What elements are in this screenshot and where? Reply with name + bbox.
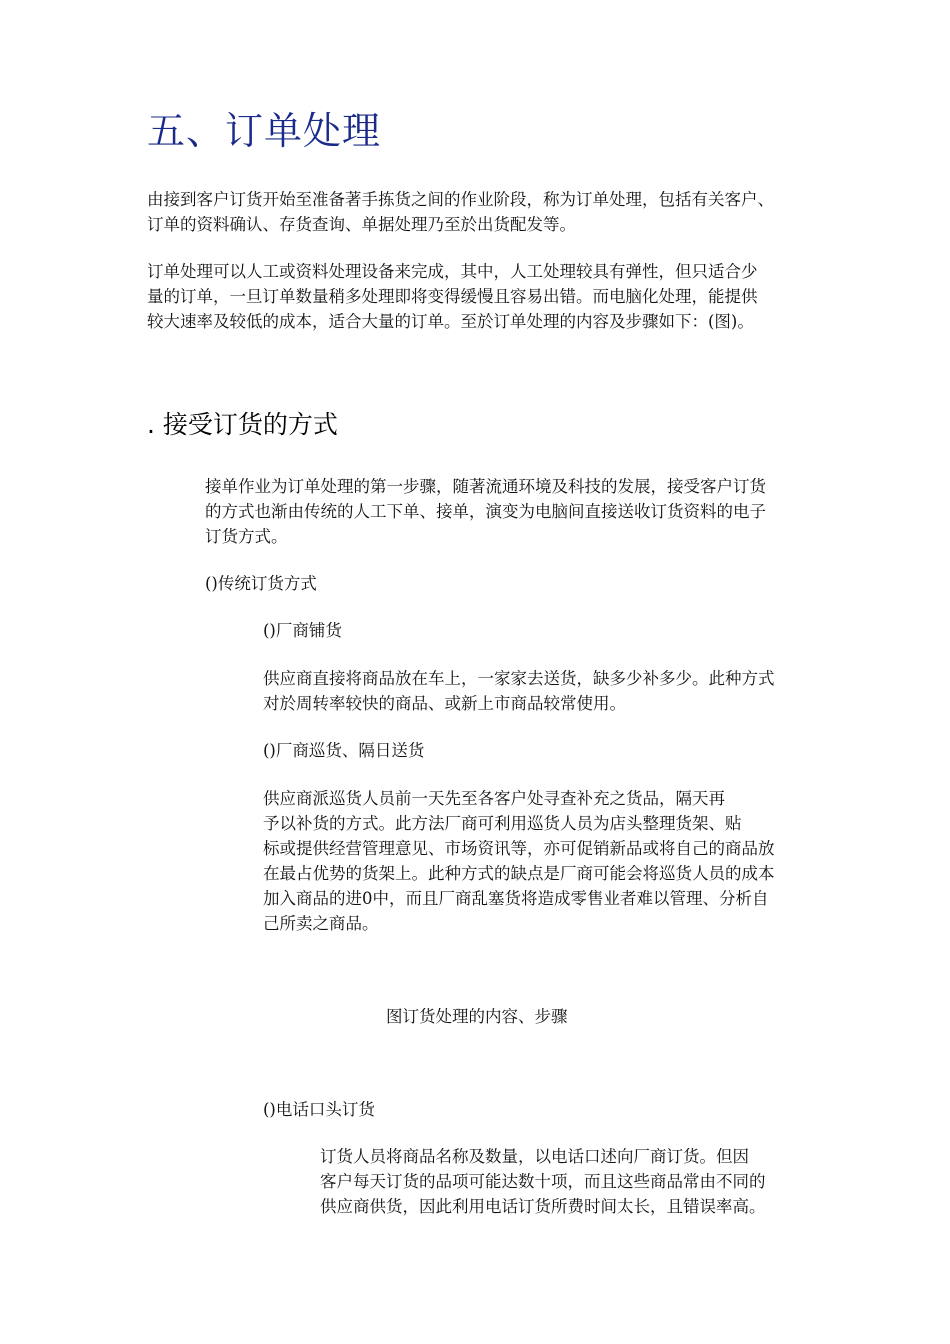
section-title: . 接受订货的方式 [147, 410, 338, 439]
text-line: 予以补货的方式。此方法厂商可利用巡货人员为店头整理货架、贴 [263, 814, 742, 833]
text-line: 在最占优势的货架上。此种方式的缺点是厂商可能会将巡货人员的成本 [263, 864, 775, 883]
item-heading-vendor-patrol: ()厂商巡货、隔日送货 [263, 741, 425, 760]
intro-paragraph-1 [147, 187, 774, 237]
text-line: 供应商派巡货人员前一天先至各客户处寻查补充之货品，隔天再 [263, 789, 725, 808]
text-line: 订单处理可以人工或资料处理设备来完成，其中，人工处理较具有弹性，但只适合少 [147, 262, 758, 281]
text-line: 对於周转率较快的商品、或新上市商品较常使用。 [263, 694, 626, 713]
text-line: 的方式也渐由传统的人工下单、接单，演变为电脑间直接送收订货资料的电子 [205, 502, 766, 521]
text-line: 供应商直接将商品放在车上，一家家去送货，缺多少补多少。此种方式 [263, 669, 775, 688]
item-paragraph-vendor-stocking [263, 666, 775, 716]
intro-paragraph-2 [147, 259, 758, 334]
item-paragraph-phone-order [320, 1144, 766, 1219]
text-line: 标或提供经营管理意见、市场资讯等，亦可促销新品或将自己的商品放 [263, 839, 775, 858]
text-line: 量的订单，一旦订单数量稍多处理即将变得缓慢且容易出错。而电脑化处理，能提供 [147, 287, 758, 306]
item-heading-phone-order: ()电话口头订货 [263, 1100, 375, 1119]
text-line: 加入商品的进0中，而且厂商乱塞货将造成零售业者难以管理、分析自 [263, 889, 769, 908]
text-line: 客户每天订货的品项可能达数十项，而且这些商品常由不同的 [320, 1172, 766, 1191]
text-line: 订货方式。 [205, 527, 288, 546]
text-line: 较大速率及较低的成本，适合大量的订单。至於订单处理的内容及步骤如下：(图)。 [147, 312, 754, 331]
text-line: 订单的资料确认、存货查询、单据处理乃至於出货配发等。 [147, 215, 576, 234]
item-heading-vendor-stocking: ()厂商铺货 [263, 621, 342, 640]
subsection-heading-traditional: ()传统订货方式 [205, 574, 317, 593]
text-line: 订货人员将商品名称及数量，以电话口述向厂商订货。但因 [320, 1147, 749, 1166]
page-title: 五、订单处理 [147, 109, 382, 153]
text-line: 己所卖之商品。 [263, 914, 379, 933]
text-line: 供应商供货，因此利用电话订货所费时间太长，且错误率高。 [320, 1197, 766, 1216]
text-line: 接单作业为订单处理的第一步骤，随著流通环境及科技的发展，接受客户订货 [205, 477, 766, 496]
item-paragraph-vendor-patrol [263, 786, 775, 936]
section-intro-paragraph [205, 474, 766, 549]
figure-caption: 图订货处理的内容、步骤 [386, 1007, 568, 1026]
text-line: 由接到客户订货开始至准备著手拣货之间的作业阶段，称为订单处理，包括有关客户、 [147, 190, 774, 209]
